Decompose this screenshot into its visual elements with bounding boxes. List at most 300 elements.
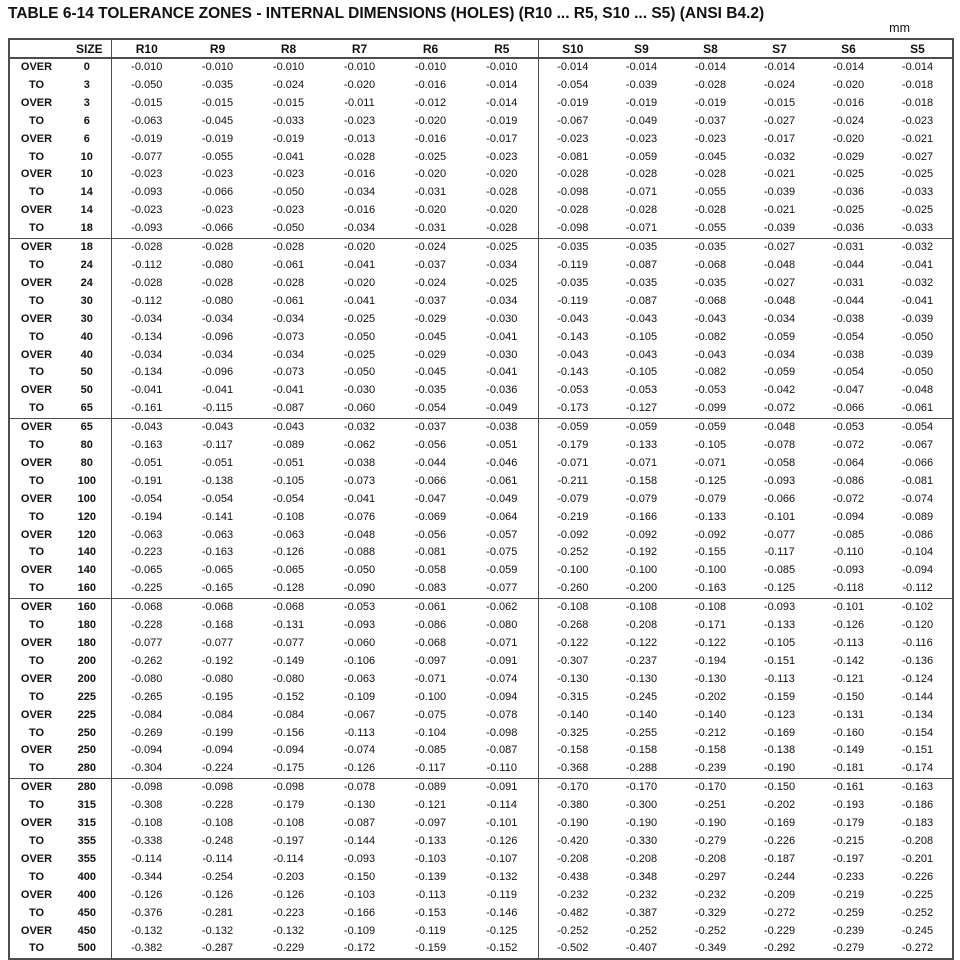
tolerance-cell-r5: -0.019 xyxy=(486,114,518,127)
tolerance-cell-s8: -0.100 xyxy=(694,564,727,577)
tolerance-cell-r9: -0.096 xyxy=(201,330,234,343)
size-keyword: TO xyxy=(28,330,45,343)
table-row xyxy=(9,400,953,418)
size-value: 400 xyxy=(77,870,96,883)
tolerance-cell-s10: -0.019 xyxy=(538,95,607,113)
tolerance-cell-r7: -0.020 xyxy=(343,276,376,289)
tolerance-cell-r6: -0.086 xyxy=(414,619,447,632)
tolerance-cell-s7: -0.244 xyxy=(763,870,796,883)
tolerance-cell-s5: -0.032 xyxy=(901,276,934,289)
tolerance-cell-s9: -0.348 xyxy=(625,870,658,883)
tolerance-cell-s9: -0.023 xyxy=(625,132,658,145)
table-row xyxy=(9,347,953,365)
tolerance-cell-r9: -0.224 xyxy=(182,760,253,778)
size-keyword: OVER xyxy=(20,601,53,614)
tolerance-cell-r7: -0.078 xyxy=(343,781,376,794)
size-value: 24 xyxy=(80,276,93,289)
tolerance-cell-s7: -0.077 xyxy=(763,528,796,541)
tolerance-cell-r6: -0.016 xyxy=(414,78,447,91)
tolerance-cell-r10: -0.034 xyxy=(111,347,182,365)
tolerance-cell-r10: -0.163 xyxy=(111,437,182,455)
tolerance-cell-s8: -0.028 xyxy=(694,168,727,181)
table-row xyxy=(9,527,953,545)
tolerance-cell-r6: -0.054 xyxy=(395,400,466,418)
tolerance-cell-s7: -0.151 xyxy=(763,654,796,667)
tolerance-cell-s10: -0.380 xyxy=(538,797,607,815)
tolerance-cell-s8: -0.043 xyxy=(694,348,727,361)
tolerance-cell-s8: -0.251 xyxy=(694,799,727,812)
col-header-r9: R9 xyxy=(182,39,253,58)
tolerance-cell-s7: -0.093 xyxy=(763,601,796,614)
tolerance-cell-r9: -0.045 xyxy=(201,114,234,127)
tolerance-cell-s9: -0.035 xyxy=(625,241,658,254)
tolerance-cell-s7: -0.058 xyxy=(763,456,796,469)
tolerance-cell-s9: -0.014 xyxy=(625,61,658,73)
tolerance-cell-s8: -0.194 xyxy=(694,654,727,667)
tolerance-cell-r10: -0.194 xyxy=(111,509,182,527)
table-row xyxy=(9,635,953,653)
tolerance-cell-r8: -0.051 xyxy=(272,456,305,469)
tolerance-cell-s10: -0.130 xyxy=(538,671,607,689)
size-keyword: TO xyxy=(28,439,45,452)
size-value: 10 xyxy=(80,150,93,163)
table-row xyxy=(9,562,953,580)
tolerance-cell-r6: -0.068 xyxy=(414,637,447,649)
tolerance-cell-s9: -0.087 xyxy=(625,294,658,307)
size-value: 225 xyxy=(77,690,96,703)
tolerance-cell-r5: -0.152 xyxy=(486,942,518,955)
tolerance-cell-r8: -0.089 xyxy=(272,439,305,452)
tolerance-cell-r9: -0.132 xyxy=(201,924,234,937)
table-row xyxy=(9,311,953,329)
tolerance-cell-r8: -0.098 xyxy=(272,781,305,794)
tolerance-cell-r5: -0.061 xyxy=(486,474,518,487)
tolerance-cell-r6: -0.139 xyxy=(414,870,447,883)
tolerance-cell-s10: -0.211 xyxy=(538,473,607,491)
size-keyword: TO xyxy=(9,580,63,598)
tolerance-cell-s5: -0.151 xyxy=(901,744,934,757)
size-keyword: OVER xyxy=(20,241,53,254)
size-value: 30 xyxy=(80,312,93,325)
tolerance-cell-s10: -0.315 xyxy=(538,689,607,707)
tolerance-cell-s8: -0.279 xyxy=(694,834,727,847)
tolerance-cell-s10: -0.190 xyxy=(538,815,607,833)
tolerance-cell-r10: -0.098 xyxy=(111,779,182,797)
tolerance-cell-s8: -0.329 xyxy=(694,906,727,919)
tolerance-cell-s5: -0.014 xyxy=(901,61,934,73)
tolerance-cell-s8: -0.252 xyxy=(694,924,727,937)
tolerance-cell-s8: -0.125 xyxy=(694,474,727,487)
tolerance-cell-r10: -0.077 xyxy=(111,149,182,167)
tolerance-cell-r6: -0.029 xyxy=(414,312,447,325)
tolerance-cell-s6: -0.025 xyxy=(832,204,865,217)
tolerance-cell-r9: -0.108 xyxy=(201,817,234,830)
tolerance-cell-s6: -0.047 xyxy=(832,384,865,397)
tolerance-cell-s7: -0.226 xyxy=(763,834,796,847)
size-keyword: TO xyxy=(28,834,45,847)
tolerance-cell-r9: -0.077 xyxy=(201,637,234,649)
tolerance-cell-r10: -0.051 xyxy=(111,455,182,473)
tolerance-cell-r8: -0.023 xyxy=(272,168,305,181)
tolerance-cell-s9: -0.028 xyxy=(625,168,658,181)
size-value: 225 xyxy=(77,708,96,721)
table-row xyxy=(9,202,953,220)
tolerance-cell-s5: -0.067 xyxy=(901,439,934,452)
tolerance-cell-s5: -0.186 xyxy=(901,799,934,812)
size-value: 450 xyxy=(77,924,96,937)
tolerance-cell-s10: -0.119 xyxy=(538,257,607,275)
size-value: 450 xyxy=(77,906,96,919)
size-keyword: OVER xyxy=(20,168,53,181)
tolerance-cell-r8: -0.080 xyxy=(272,672,305,685)
tolerance-cell-s8: -0.035 xyxy=(694,276,727,289)
size-keyword: OVER xyxy=(20,564,53,577)
tolerance-cell-s6: -0.031 xyxy=(832,276,865,289)
table-row xyxy=(9,419,953,437)
tolerance-cell-s6: -0.197 xyxy=(832,852,865,865)
tolerance-cell-s5: -0.201 xyxy=(901,852,934,865)
tolerance-cell-r5: -0.057 xyxy=(486,528,518,541)
tolerance-cell-s6: -0.150 xyxy=(832,690,865,703)
tolerance-cell-r8: -0.114 xyxy=(273,852,304,865)
tolerance-cell-s7: -0.014 xyxy=(763,61,796,73)
tolerance-cell-s5: -0.032 xyxy=(901,241,934,254)
size-value: 140 xyxy=(77,546,96,559)
tolerance-cell-s7: -0.039 xyxy=(745,220,814,238)
tolerance-cell-s10: -0.043 xyxy=(538,311,607,329)
tolerance-cell-r6: -0.056 xyxy=(414,528,447,541)
tolerance-cell-r5: -0.126 xyxy=(486,834,518,847)
tolerance-cell-s9: -0.105 xyxy=(625,366,658,379)
tolerance-cell-s5: -0.066 xyxy=(901,456,934,469)
tolerance-cell-s6: -0.054 xyxy=(832,366,865,379)
tolerance-cell-r7: -0.041 xyxy=(343,492,376,505)
tolerance-cell-r10: -0.093 xyxy=(111,220,182,238)
tolerance-cell-s9: -0.087 xyxy=(625,258,658,271)
tolerance-cell-r9: -0.080 xyxy=(201,294,234,307)
tolerance-cell-s7: -0.015 xyxy=(763,96,796,109)
tolerance-cell-s6: -0.259 xyxy=(832,906,865,919)
tolerance-cell-s10: -0.035 xyxy=(538,275,607,293)
tolerance-cell-s7: -0.187 xyxy=(763,852,796,865)
tolerance-cell-s7: -0.101 xyxy=(763,510,796,523)
tolerance-cell-s5: -0.081 xyxy=(901,474,934,487)
tolerance-cell-r6: -0.044 xyxy=(414,456,447,469)
tolerance-cell-s9: -0.053 xyxy=(625,384,658,397)
tolerance-cell-r8: -0.229 xyxy=(272,942,305,955)
tolerance-cell-r8: -0.041 xyxy=(272,384,305,397)
tolerance-cell-s8: -0.202 xyxy=(694,690,727,703)
tolerance-cell-r5: -0.030 xyxy=(486,312,518,325)
size-keyword: OVER xyxy=(20,744,53,757)
tolerance-cell-s5: -0.050 xyxy=(901,366,934,379)
tolerance-cell-r5: -0.036 xyxy=(486,384,518,397)
size-value: 180 xyxy=(77,637,96,649)
tolerance-cell-r8: -0.034 xyxy=(272,312,305,325)
tolerance-cell-s5: -0.018 xyxy=(901,96,934,109)
tolerance-cell-s7: -0.078 xyxy=(763,439,796,452)
tolerance-cell-s7: -0.034 xyxy=(763,348,796,361)
tolerance-cell-s10: -0.054 xyxy=(538,77,607,95)
tolerance-cell-r7: -0.106 xyxy=(343,654,376,667)
tolerance-cell-r10: -0.191 xyxy=(111,473,182,491)
tolerance-cell-s9: -0.049 xyxy=(625,114,658,127)
tolerance-cell-r8: -0.041 xyxy=(272,150,305,163)
tolerance-cell-s10: -0.098 xyxy=(538,220,607,238)
tolerance-cell-r8: -0.132 xyxy=(272,924,305,937)
tolerance-cell-r8: -0.094 xyxy=(272,744,305,757)
col-header-size: SIZE xyxy=(9,39,111,58)
tolerance-cell-r9: -0.023 xyxy=(201,168,234,181)
tolerance-cell-s7: -0.202 xyxy=(763,799,796,812)
tolerance-cell-s9: -0.387 xyxy=(625,906,658,919)
tolerance-cell-s9: -0.133 xyxy=(625,439,658,452)
tolerance-cell-s8: -0.082 xyxy=(694,330,727,343)
table-row xyxy=(9,77,953,95)
tolerance-cell-s5: -0.144 xyxy=(901,690,934,703)
tolerance-cell-s7: -0.072 xyxy=(745,400,814,418)
tolerance-cell-s6: -0.072 xyxy=(832,439,865,452)
tolerance-cell-r6: -0.097 xyxy=(414,654,447,667)
tolerance-cell-r5: -0.025 xyxy=(486,241,518,254)
tolerance-cell-s8: -0.028 xyxy=(694,78,727,91)
tolerance-cell-s7: -0.292 xyxy=(763,942,796,955)
size-value: 80 xyxy=(80,439,93,452)
tolerance-cell-r8: -0.033 xyxy=(272,114,305,127)
tolerance-cell-s10: -0.170 xyxy=(538,779,607,797)
size-value: 24 xyxy=(80,258,93,271)
tolerance-cell-r9: -0.115 xyxy=(182,400,253,418)
size-keyword: TO xyxy=(28,906,45,919)
tolerance-cell-r10: -0.382 xyxy=(111,940,182,959)
tolerance-cell-r8: -0.023 xyxy=(272,204,305,217)
size-keyword: TO xyxy=(28,690,45,703)
tolerance-cell-r10: -0.077 xyxy=(111,635,182,653)
tolerance-cell-s10: -0.059 xyxy=(538,419,607,437)
tolerance-cell-r9: -0.035 xyxy=(201,78,234,91)
col-header-r6: R6 xyxy=(395,39,466,58)
table-row xyxy=(9,364,953,382)
size-value: 355 xyxy=(77,852,96,865)
col-header-s6: S6 xyxy=(814,39,883,58)
tolerance-cell-r5: -0.074 xyxy=(486,672,518,685)
tolerance-cell-r8: -0.028 xyxy=(272,276,305,289)
tolerance-cell-r10: -0.108 xyxy=(111,815,182,833)
tolerance-cell-s8: -0.349 xyxy=(694,942,727,955)
tolerance-cell-s6: -0.161 xyxy=(832,781,865,794)
tolerance-table xyxy=(8,38,954,960)
tolerance-cell-r9: -0.080 xyxy=(201,672,234,685)
tolerance-cell-s8: -0.133 xyxy=(694,510,727,523)
tolerance-cell-r6: -0.024 xyxy=(414,241,447,254)
tolerance-cell-s6: -0.149 xyxy=(832,744,865,757)
size-keyword: OVER xyxy=(20,132,53,145)
size-value: 160 xyxy=(77,601,96,614)
tolerance-cell-r8: -0.105 xyxy=(272,474,305,487)
size-value: 30 xyxy=(80,294,93,307)
table-row xyxy=(9,257,953,275)
table-row xyxy=(9,275,953,293)
tolerance-cell-r7: -0.166 xyxy=(343,906,376,919)
tolerance-cell-r5: -0.119 xyxy=(486,888,517,901)
tolerance-cell-r5: -0.014 xyxy=(486,96,518,109)
tolerance-cell-r8: -0.128 xyxy=(253,580,324,598)
size-keyword: TO xyxy=(28,366,45,379)
tolerance-cell-s9: -0.092 xyxy=(625,528,658,541)
tolerance-cell-r6: -0.012 xyxy=(414,96,447,109)
tolerance-cell-r10: -0.112 xyxy=(111,293,182,311)
col-header-r10: R10 xyxy=(111,39,182,58)
tolerance-cell-s9: -0.130 xyxy=(625,672,658,685)
tolerance-cell-s6: -0.053 xyxy=(832,421,865,434)
tolerance-cell-r7: -0.090 xyxy=(324,580,395,598)
tolerance-cell-r5: -0.034 xyxy=(486,294,518,307)
size-value: 100 xyxy=(77,492,96,505)
tolerance-cell-r7: -0.041 xyxy=(343,258,376,271)
tolerance-cell-s10: -0.092 xyxy=(538,527,607,545)
size-value: 50 xyxy=(80,366,93,379)
tolerance-cell-s10: -0.023 xyxy=(538,131,607,149)
table-row xyxy=(9,905,953,923)
tolerance-cell-s6: -0.233 xyxy=(832,870,865,883)
tolerance-cell-r10: -0.262 xyxy=(111,653,182,671)
tolerance-cell-s8: -0.099 xyxy=(676,400,745,418)
size-keyword: TO xyxy=(28,510,45,523)
tolerance-cell-s7: -0.123 xyxy=(763,708,796,721)
tolerance-cell-s5: -0.027 xyxy=(901,150,934,163)
tolerance-cell-r8: -0.179 xyxy=(272,799,305,812)
tolerance-cell-s8: -0.035 xyxy=(694,241,727,254)
size-value: 315 xyxy=(77,799,96,812)
tolerance-cell-r9: -0.168 xyxy=(201,619,234,632)
tolerance-cell-r6: -0.031 xyxy=(414,186,447,199)
tolerance-cell-r8: -0.034 xyxy=(272,348,305,361)
tolerance-cell-s7: -0.150 xyxy=(763,781,796,794)
tolerance-cell-r7: -0.109 xyxy=(343,924,376,937)
tolerance-cell-r7: -0.088 xyxy=(343,546,376,559)
tolerance-cell-s7: -0.093 xyxy=(763,474,796,487)
tolerance-cell-s7: -0.039 xyxy=(763,186,796,199)
size-value: 3 xyxy=(83,96,90,109)
tolerance-cell-s9: -0.059 xyxy=(625,421,658,434)
tolerance-cell-s6: -0.094 xyxy=(832,510,865,523)
tolerance-cell-r5: -0.101 xyxy=(486,817,518,830)
tolerance-cell-s6: -0.072 xyxy=(832,492,865,505)
table-row xyxy=(9,760,953,778)
tolerance-cell-r9: -0.015 xyxy=(201,96,234,109)
tolerance-cell-s10: -0.252 xyxy=(538,923,607,941)
tolerance-cell-r5: -0.091 xyxy=(486,781,518,794)
tolerance-cell-r8: -0.149 xyxy=(272,654,305,667)
tolerance-cell-r10: -0.019 xyxy=(111,131,182,149)
table-row xyxy=(9,149,953,167)
tolerance-cell-s5: -0.074 xyxy=(901,492,934,505)
tolerance-cell-r9: -0.138 xyxy=(201,474,234,487)
tolerance-cell-r7: -0.020 xyxy=(343,241,376,254)
tolerance-cell-r10: -0.134 xyxy=(111,364,182,382)
tolerance-cell-s5: -0.104 xyxy=(901,546,934,559)
tolerance-cell-r9: -0.199 xyxy=(201,726,234,739)
tolerance-cell-s7: -0.169 xyxy=(763,726,796,739)
tolerance-cell-s5: -0.163 xyxy=(901,781,934,794)
tolerance-cell-r10: -0.269 xyxy=(111,725,182,743)
size-keyword: OVER xyxy=(20,96,53,109)
size-keyword: TO xyxy=(9,760,63,778)
tolerance-cell-r9: -0.068 xyxy=(201,601,234,614)
tolerance-cell-r8: -0.131 xyxy=(272,619,305,632)
tolerance-cell-s8: -0.082 xyxy=(694,366,727,379)
size-keyword: OVER xyxy=(20,637,53,649)
tolerance-cell-r5: -0.020 xyxy=(486,204,518,217)
tolerance-cell-s5: -0.048 xyxy=(901,384,934,397)
tolerance-cell-s9: -0.122 xyxy=(625,637,658,649)
table-row xyxy=(9,95,953,113)
tolerance-cell-s6: -0.064 xyxy=(832,456,865,469)
tolerance-cell-r5: -0.146 xyxy=(486,906,518,919)
tolerance-cell-s10: -0.067 xyxy=(538,113,607,131)
tolerance-cell-s5: -0.225 xyxy=(901,888,934,901)
size-keyword: TO xyxy=(28,114,45,127)
tolerance-cell-s9: -0.028 xyxy=(625,204,658,217)
table-row xyxy=(9,509,953,527)
tolerance-cell-s10: -0.081 xyxy=(538,149,607,167)
tolerance-cell-s9: -0.035 xyxy=(625,276,658,289)
tolerance-cell-s5: -0.089 xyxy=(901,510,934,523)
page-title: TABLE 6-14 TOLERANCE ZONES - INTERNAL DIMENSIONS (HOLES) (R10 ... R5, S10 ... S5) (ANSI B4.2) xyxy=(8,5,765,22)
tolerance-cell-r8: -0.108 xyxy=(272,817,305,830)
tolerance-cell-r5: -0.049 xyxy=(466,400,538,418)
tolerance-cell-s5: -0.102 xyxy=(901,601,934,614)
tolerance-cell-r10: -0.225 xyxy=(111,580,182,598)
tolerance-cell-s7: -0.042 xyxy=(763,384,796,397)
tolerance-cell-r10: -0.161 xyxy=(111,400,182,418)
tolerance-cell-r6: -0.153 xyxy=(414,906,447,919)
tolerance-cell-s5: -0.136 xyxy=(901,654,934,667)
tolerance-cell-s6: -0.031 xyxy=(832,241,865,254)
size-keyword: OVER xyxy=(20,817,53,830)
tolerance-cell-s7: -0.032 xyxy=(763,150,796,163)
tolerance-cell-r6: -0.045 xyxy=(414,330,447,343)
table-row xyxy=(9,220,953,238)
tolerance-cell-r9: -0.094 xyxy=(201,744,234,757)
tolerance-cell-r5: -0.028 xyxy=(466,220,538,238)
tolerance-cell-r9: -0.287 xyxy=(201,942,234,955)
tolerance-cell-r5: -0.041 xyxy=(486,330,518,343)
col-header-r8: R8 xyxy=(253,39,324,58)
tolerance-cell-r5: -0.028 xyxy=(486,186,518,199)
tolerance-cell-r10: -0.132 xyxy=(111,923,182,941)
tolerance-cell-s10: -0.119 xyxy=(538,293,607,311)
size-keyword: TO xyxy=(28,294,45,307)
tolerance-cell-s7: -0.085 xyxy=(763,564,796,577)
tolerance-cell-s10: -0.252 xyxy=(538,544,607,562)
size-keyword: OVER xyxy=(20,528,53,541)
tolerance-cell-s9: -0.043 xyxy=(625,348,658,361)
tolerance-cell-r9: -0.096 xyxy=(201,366,234,379)
tolerance-cell-r10: -0.028 xyxy=(111,275,182,293)
tolerance-cell-s9: -0.043 xyxy=(625,312,658,325)
tolerance-cell-r8: -0.126 xyxy=(272,888,305,901)
tolerance-cell-s9: -0.108 xyxy=(625,601,658,614)
table-row xyxy=(9,869,953,887)
size-keyword: TO xyxy=(28,474,45,487)
tolerance-cell-r10: -0.023 xyxy=(111,202,182,220)
tolerance-cell-r9: -0.028 xyxy=(201,241,234,254)
tolerance-cell-s9: -0.208 xyxy=(625,619,658,632)
tolerance-cell-s9: -0.071 xyxy=(625,456,658,469)
tolerance-cell-s7: -0.059 xyxy=(763,366,796,379)
table-row xyxy=(9,779,953,797)
